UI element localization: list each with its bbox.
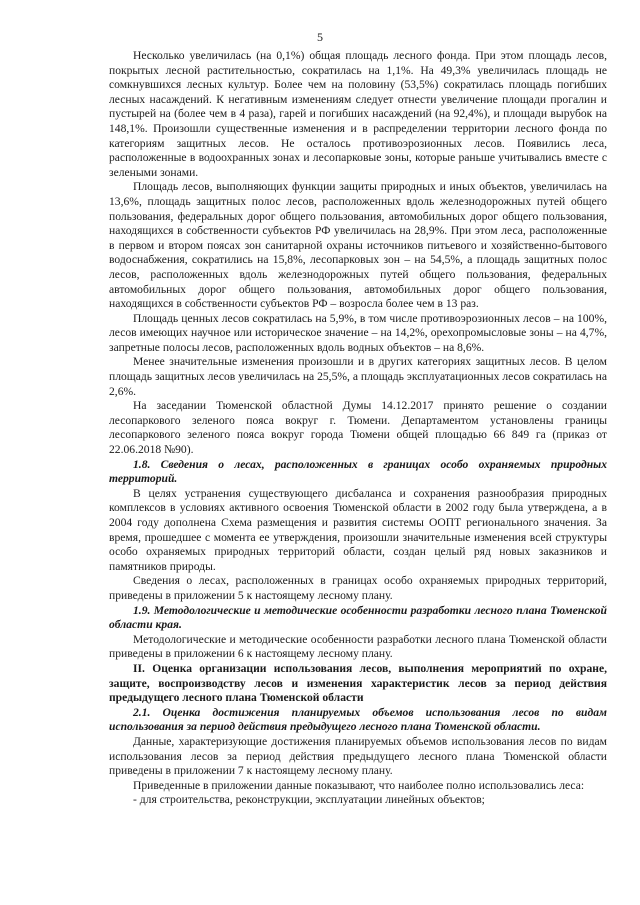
subsection-heading: 1.9. Методологические и методические особенности разработки лесного плана Тюменской области края. (109, 603, 607, 632)
paragraph: На заседании Тюменской областной Думы 14.12.2017 принято решение о создании лесопаркового зеленого пояса вокруг г. Тюмени. Департаментом установлены границы лесопаркового зеленого пояса вокруг города Тюмени общей площадью 66 849 га (приказ от 22.06.2018 №90). (109, 399, 607, 457)
paragraph: Площадь лесов, выполняющих функции защиты природных и иных объектов, увеличилась на 13,6%, площадь защитных полос лесов, расположенных вдоль железнодорожных путей общего пользования, федеральных дорог общего пользования, автомобильных дорог общего пользования, находящихся в собственности субъектов РФ увеличилась на 28,9%. При этом леса, расположенные в первом и втором поясах зон санитарной охраны источников питьевого и хозяйственно-бытового водоснабжения, сократились на 15,8%, лесопарковых зон – на 54,5%, а площадь защитных полос лесов, расположенных вдоль железнодорожных путей общего пользования, федеральных автомобильных дорог общего пользования, автомобильных дорог общего пользования, находящихся в собственности субъектов РФ – возросла более чем в 13 раз. (109, 180, 607, 311)
paragraph: В целях устранения существующего дисбаланса и сохранения разнообразия природных комплексов в условиях активного освоения Тюменской области в 2002 году была утверждена, а в 2004 году дополнена Схема размещения и развития системы ООПТ регионального значения. За время, прошедшее с момента ее утверждения, произошли значительные изменения всей структуры особо охраняемых природных территорий области, создан целый ряд новых заказников и памятников природы. (109, 486, 607, 573)
subsection-heading: 1.8. Сведения о лесах, расположенных в границах особо охраняемых природных территорий. (109, 457, 607, 486)
paragraph: Приведенные в приложении данные показывают, что наиболее полно использовались леса: (133, 778, 585, 792)
paragraph: Менее значительные изменения произошли и в других категориях защитных лесов. В целом площадь защитных лесов увеличилась на 25,5%, а площадь эксплуатационных лесов сократилась на 2,6%. (109, 355, 607, 398)
paragraph: Методологические и методические особенности разработки лесного плана Тюменской области приведены в приложении 6 к настоящему лесному плану. (109, 632, 607, 661)
paragraph: Площадь ценных лесов сократилась на 5,9%, в том числе противоэрозионных лесов – на 100%, лесов имеющих научное или историческое значение – на 14,2%, орехопромысловые зоны – на 4,7%, запретные полосы лесов, расположенных вдоль водных объектов – на 8,6%. (109, 311, 607, 354)
paragraph: Данные, характеризующие достижения планируемых объемов использования лесов по видам использования лесов за период действия предыдущего лесного плана Тюменской области приведены в приложении 7 к настоящему лесному плану. (109, 734, 607, 778)
section-heading: II. Оценка организации использования лесов, выполнения мероприятий по охране, защите, воспроизводству лесов и изменения характеристик лесов за период действия предыдущего лесного плана Тюменской области (109, 661, 607, 705)
paragraph: Несколько увеличилась (на 0,1%) общая площадь лесного фонда. При этом площадь лесов, покрытых лесной растительностью, сократилась на 1,1%. На 49,3% увеличилась площадь не сомкнувшихся лесных культур. Более чем на половину (53,5%) сократилась площадь погибших лесных насаждений. К негативным изменениям следует отнести увеличение площади прогалин и пустырей на (более чем в 4 раза), гарей и погибших насаждений (на 92,4%), и площади вырубок на 148,1%. Произошли существенные изменения и в распределении территории лесного фонда по категориям защитных лесов. Не осталось противоэрозионных лесов. Появились леса, расположенные в водоохранных зонах и лесопарковые зоны, которые раньше учитывались вместе с зелеными зонами. (109, 49, 607, 179)
page-number: 5 (317, 30, 323, 44)
list-item: - для строительства, реконструкции, эксплуатации линейных объектов; (133, 793, 485, 807)
document-body (109, 49, 607, 808)
subsection-heading: 2.1. Оценка достижения планируемых объемов использования лесов по видам использования за период действия предыдущего лесного плана Тюменской области. (109, 705, 607, 734)
paragraph: Сведения о лесах, расположенных в границах особо охраняемых природных территорий, приведены в приложении 5 к настоящему лесному плану. (109, 574, 607, 602)
